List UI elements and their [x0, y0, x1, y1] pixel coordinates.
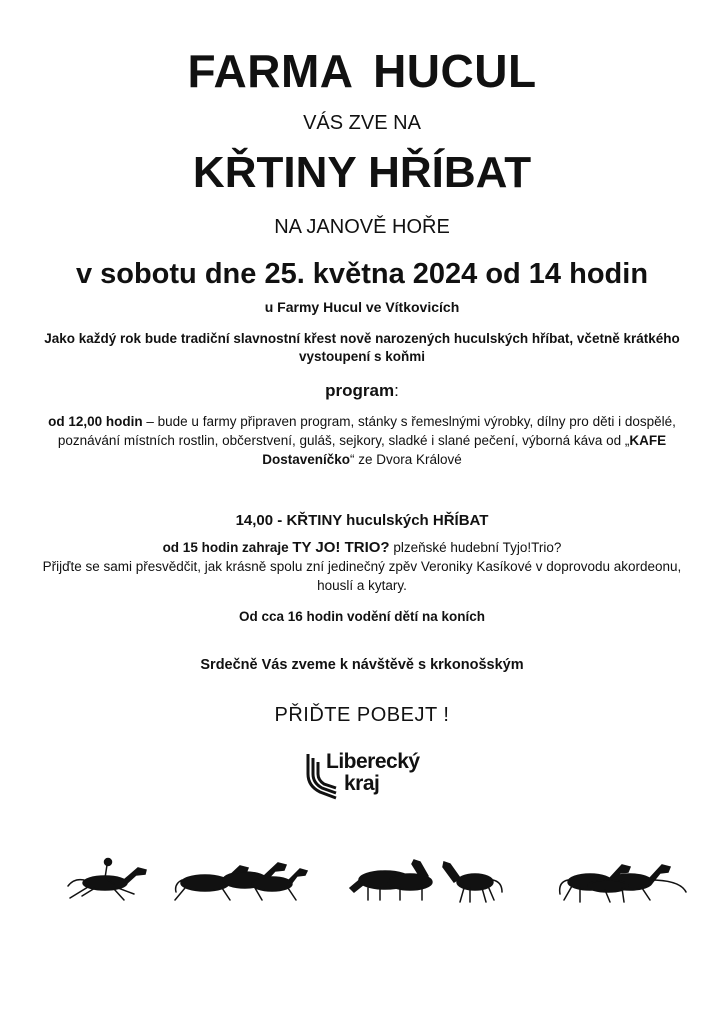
details-text: – bude u farmy připraven program, stánky s řemeslnými výrobky, dílny pro děti i dospělé, poznávání místních rostlin, občerstvení, guláš, sejkory, sladké i slané pečení, výborná káva od „	[57, 414, 676, 448]
horses-gallop-icon	[175, 863, 307, 900]
kafe-name: KAFE Dostaveníčko	[262, 433, 667, 467]
intro-text: Jako každý rok bude tradiční slavnostní křest nově narozených huculských hříbat, včetně krátkého vystoupení s koňmi	[44, 331, 680, 364]
details-end: “ ze Dvora Králové	[350, 452, 462, 467]
closing-text: PŘIĎTE POBEJT !	[274, 704, 450, 726]
band-description: plzeňské hudební Tyjo!Trio?	[389, 540, 562, 555]
program-slot-music	[30, 538, 694, 595]
horse-standing-icon	[443, 862, 502, 902]
welcome-text: Srdečně Vás zveme k návštěvě s krkonošským	[200, 657, 524, 673]
invite-line: VÁS ZVE NA	[303, 112, 421, 134]
horse-rider-icon	[68, 859, 146, 901]
music-text: Přijďte se sami přesvědčit, jak krásně spolu zní jedinečný zpěv Veroniky Kasíkové v doprovodu akordeonu, houslí a kytary.	[42, 559, 682, 593]
program-slot-riding: Od cca 16 hodin vodění dětí na koních	[238, 609, 486, 624]
logo-line-2: kraj	[344, 772, 380, 795]
event-place: NA JANOVĚ HOŘE	[274, 216, 450, 238]
event-location: u Farmy Hucul ve Vítkovicích	[264, 299, 460, 315]
program-heading	[0, 381, 724, 401]
band-name: TY JO! TRIO?	[292, 539, 390, 556]
horses-illustration	[50, 850, 700, 910]
horses-trotting-icon	[560, 865, 686, 902]
program-slot-christening: 14,00 - KŘTINY huculských HŘÍBAT	[235, 512, 489, 529]
event-date: v sobotu dne 25. května 2024 od 14 hodin	[75, 258, 649, 290]
page-title: FARMA HUCUL	[187, 45, 537, 97]
program-label: program	[325, 381, 395, 400]
music-time: od 15 hodin zahraje	[162, 540, 293, 555]
logo-line-1: Liberecký	[326, 750, 420, 773]
logo-text	[326, 751, 420, 795]
event-title: KŘTINY HŘÍBAT	[192, 148, 532, 197]
horses-grazing-icon	[350, 860, 432, 900]
program-details	[30, 412, 694, 469]
program-colon: :	[394, 381, 399, 400]
liberecky-kraj-logo	[300, 748, 440, 804]
time-noon: od 12,00 hodin	[48, 414, 143, 429]
